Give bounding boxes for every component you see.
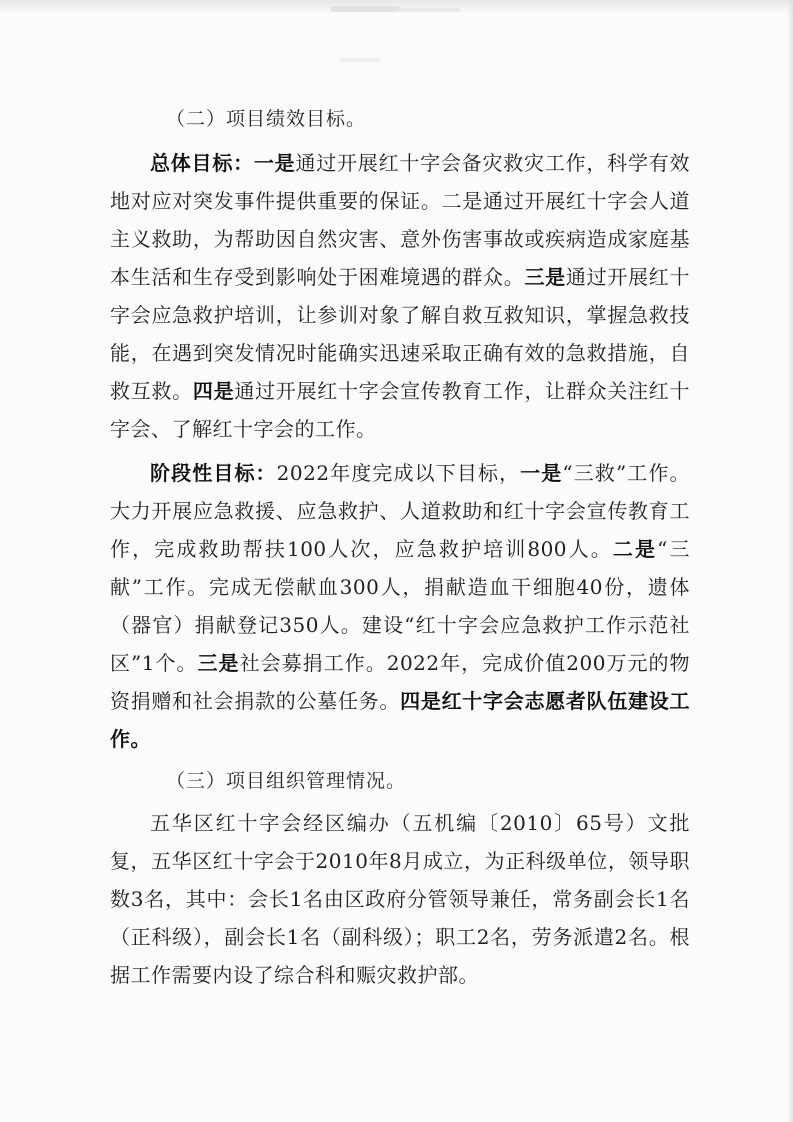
overall-goals-label: 总体目标： — [150, 151, 254, 175]
overall-goals-paragraph — [110, 144, 690, 448]
overall-item2-text: 通过开展红十字会人道主义救助，为帮助因自然灾害、意外伤害事故或疾病造成家庭基本生活和生存受到影响处于困难境遇的群众。 — [110, 189, 691, 289]
section-heading-organization: （三）项目组织管理情况。 — [166, 770, 407, 792]
stage-goals-intro: 2022年度完成以下目标， — [276, 461, 521, 485]
stage-item1-text: “三救”工作。大力开展应急救援、应急救护、人道救助和红十字会宣传教育工作，完成救助帮扶100人次，应急救护培训800人。 — [110, 461, 691, 561]
scan-smudge — [330, 6, 400, 12]
stage-item3-text: 社会募捐工作。2022年，完成价值200万元的物资捐赠和社会捐款的公墓任务。 — [110, 651, 691, 713]
stage-item4-label: 四是 — [400, 689, 442, 713]
document-body — [110, 100, 690, 994]
overall-item4-text: 通过开展红十字会宣传教育工作，让群众关注红十字会、了解红十字会的工作。 — [110, 379, 691, 441]
overall-item3-label: 三是 — [524, 265, 566, 289]
section-heading-performance-goals: （二）项目绩效目标。 — [166, 108, 367, 130]
stage-goals-paragraph — [110, 454, 690, 758]
stage-item2-label: 二是 — [612, 537, 658, 561]
organization-paragraph: 五华区红十字会经区编办（五机编〔2010〕65号）文批复，五华区红十字会于2010年8月成立，为正科级单位，领导职数3名，其中：会长1名由区政府分管领导兼任，常务副会长1名（正科级），副会长1名（副科级）；职工2名，劳务派遣2名。根据工作需要内设了综合科和赈灾救护部。 — [110, 811, 690, 987]
stage-item2-text: “三献”工作。完成无偿献血300人，捐献造血干细胞40份，遗体（器官）捐献登记350人。建设“红十字会应急救护工作示范社区”1个。 — [110, 537, 690, 675]
scan-smudge — [340, 58, 380, 62]
stage-item1-label: 一是 — [520, 461, 563, 485]
overall-item1-text: 通过开展红十字会备灾救灾工作，科学有效地对应对突发事件提供重要的保证。 — [110, 151, 691, 213]
stage-item4-text: 红十字会志愿者队伍建设工作。 — [110, 689, 691, 751]
scan-shadow-right — [787, 0, 793, 1122]
stage-goals-label: 阶段性目标： — [150, 461, 277, 485]
scan-smudge — [400, 8, 460, 12]
overall-item3-text: 通过开展红十字会应急救护培训，让参训对象了解自救互救知识，掌握急救技能，在遇到突发情况时能确实迅速采取正确有效的急救措施，自救互救。 — [110, 265, 691, 403]
overall-item2-label: 二是 — [441, 189, 484, 213]
stage-item3-label: 三是 — [197, 651, 240, 675]
overall-item4-label: 四是 — [192, 379, 235, 403]
overall-item1-label: 一是 — [253, 151, 296, 175]
